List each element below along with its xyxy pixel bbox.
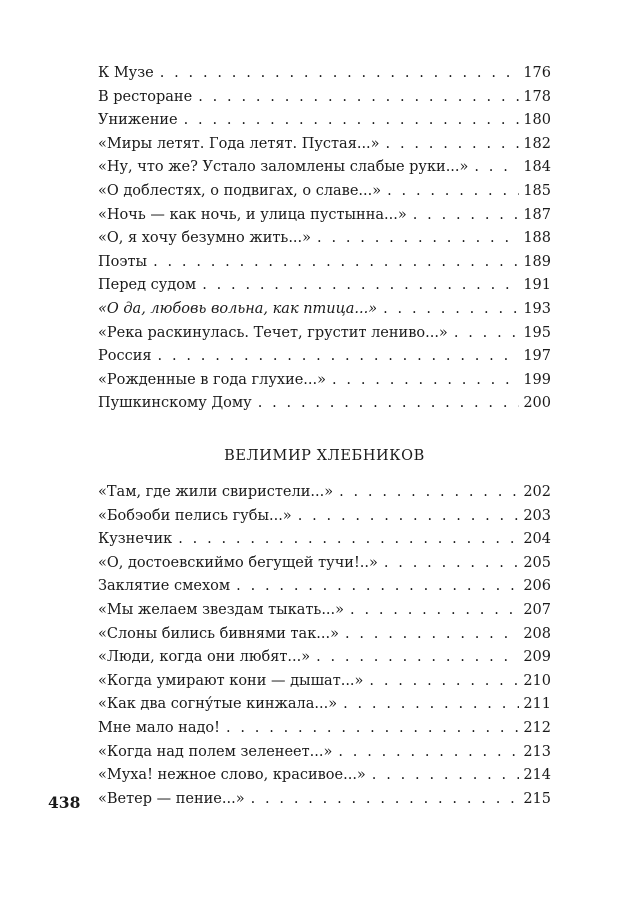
dot-leader bbox=[153, 251, 519, 275]
entry-page-number: 213 bbox=[523, 743, 551, 760]
entry-page-number: 212 bbox=[523, 719, 551, 736]
dot-leader bbox=[160, 62, 520, 86]
toc-entry bbox=[98, 741, 551, 765]
entry-title: «О да, любовь вольна, как птица...» bbox=[98, 300, 378, 317]
toc-entry bbox=[98, 227, 551, 251]
entry-title: Россия bbox=[98, 348, 152, 365]
entry-title: «Ветер — пение...» bbox=[98, 790, 245, 807]
dot-leader bbox=[345, 623, 519, 647]
entry-title: Кузнечик bbox=[98, 531, 173, 548]
dot-leader bbox=[198, 86, 519, 110]
toc-entry bbox=[98, 505, 551, 529]
entry-title: Мне мало надо! bbox=[98, 719, 220, 736]
dot-leader bbox=[317, 227, 519, 251]
entry-title: «Когда умирают кони — дышат...» bbox=[98, 672, 364, 689]
entry-title: «Рожденные в года глухие...» bbox=[98, 371, 327, 388]
entry-title: К Музе bbox=[98, 65, 154, 81]
entry-page-number: 189 bbox=[523, 253, 551, 270]
dot-leader bbox=[184, 109, 520, 133]
entry-page-number: 187 bbox=[523, 206, 551, 223]
entry-title: «Как два согну́тые кинжала...» bbox=[98, 696, 338, 713]
dot-leader bbox=[316, 646, 519, 670]
entry-page-number: 210 bbox=[523, 672, 551, 689]
toc-entry bbox=[98, 274, 551, 298]
entry-title: «Когда над полем зеленеет...» bbox=[98, 743, 333, 760]
dot-leader bbox=[226, 717, 519, 741]
toc-entry bbox=[98, 180, 551, 204]
entry-title: В ресторане bbox=[98, 88, 193, 105]
toc-entry bbox=[98, 575, 551, 599]
toc-entry bbox=[98, 693, 551, 717]
entry-page-number: 200 bbox=[523, 395, 551, 412]
toc-entry bbox=[98, 298, 551, 322]
section-heading-author: ВЕЛИМИР ХЛЕБНИКОВ bbox=[224, 448, 425, 464]
toc-entry bbox=[98, 670, 551, 694]
entry-page-number: 208 bbox=[523, 625, 551, 642]
entry-page-number: 178 bbox=[523, 88, 551, 105]
entry-page-number: 214 bbox=[523, 767, 551, 784]
entry-title: «Ночь — как ночь, и улица пустынна...» bbox=[98, 206, 407, 223]
toc-entry bbox=[98, 788, 551, 812]
dot-leader bbox=[454, 322, 520, 346]
dot-leader bbox=[413, 204, 520, 228]
entry-title: «Слоны бились бивнями так...» bbox=[98, 625, 339, 642]
toc-entry bbox=[98, 204, 551, 228]
toc-entry bbox=[98, 764, 551, 788]
entry-page-number: 193 bbox=[523, 300, 551, 317]
toc-entry bbox=[98, 623, 551, 647]
dot-leader bbox=[474, 156, 519, 180]
dot-leader bbox=[202, 274, 519, 298]
toc-entry bbox=[98, 552, 551, 576]
toc-entry bbox=[98, 251, 551, 275]
dot-leader bbox=[384, 552, 519, 576]
toc-list-blok bbox=[98, 62, 551, 416]
toc-entry bbox=[98, 156, 551, 180]
entry-title: «Бобэоби пелись губы...» bbox=[98, 507, 292, 524]
entry-title: «Там, где жили свиристели...» bbox=[98, 484, 334, 500]
dot-leader bbox=[339, 481, 519, 505]
toc-entry bbox=[98, 345, 551, 369]
entry-title: «Люди, когда они любят...» bbox=[98, 649, 311, 666]
entry-page-number: 203 bbox=[523, 507, 551, 524]
dot-leader bbox=[383, 298, 519, 322]
entry-title: Перед судом bbox=[98, 277, 197, 294]
toc-entry bbox=[98, 646, 551, 670]
entry-page-number: 215 bbox=[523, 790, 551, 807]
toc-entry bbox=[98, 322, 551, 346]
dot-leader bbox=[332, 369, 519, 393]
entry-page-number: 188 bbox=[523, 230, 551, 247]
entry-title: «О, достоевскиймо бегущей тучи!..» bbox=[98, 554, 378, 571]
toc-entry bbox=[98, 481, 551, 505]
dot-leader bbox=[387, 180, 519, 204]
dot-leader bbox=[369, 670, 519, 694]
entry-page-number: 191 bbox=[523, 277, 551, 294]
entry-title: «Мы желаем звездам тыкать...» bbox=[98, 601, 345, 618]
entry-title: «О, я хочу безумно жить...» bbox=[98, 230, 312, 247]
toc-entry bbox=[98, 392, 551, 416]
dot-leader bbox=[178, 528, 519, 552]
entry-page-number: 195 bbox=[523, 324, 551, 341]
dot-leader bbox=[251, 788, 520, 812]
toc-entry bbox=[98, 133, 551, 157]
entry-page-number: 182 bbox=[523, 135, 551, 152]
entry-page-number: 202 bbox=[523, 484, 551, 500]
entry-page-number: 199 bbox=[523, 371, 551, 388]
entry-page-number: 176 bbox=[523, 65, 551, 81]
entry-page-number: 206 bbox=[523, 578, 551, 595]
entry-title: «О доблестях, о подвигах, о славе...» bbox=[98, 182, 382, 199]
toc-entry bbox=[98, 528, 551, 552]
dot-leader bbox=[350, 599, 519, 623]
dot-leader bbox=[372, 764, 520, 788]
entry-title: «Миры летят. Года летят. Пустая...» bbox=[98, 135, 380, 152]
entry-page-number: 204 bbox=[523, 531, 551, 548]
entry-title: Унижение bbox=[98, 112, 178, 129]
entry-title: «Река раскинулась. Течет, грустит лениво...» bbox=[98, 324, 448, 341]
toc-entry bbox=[98, 109, 551, 133]
toc-entry bbox=[98, 717, 551, 741]
dot-leader bbox=[236, 575, 519, 599]
entry-title: «Ну, что же? Устало заломлены слабые руки...» bbox=[98, 159, 469, 176]
entry-page-number: 209 bbox=[523, 649, 551, 666]
entry-page-number: 180 bbox=[523, 112, 551, 129]
toc-entry bbox=[98, 599, 551, 623]
entry-page-number: 205 bbox=[523, 554, 551, 571]
dot-leader bbox=[258, 392, 520, 416]
dot-leader bbox=[386, 133, 520, 157]
toc-list-khlebnikov bbox=[98, 481, 551, 811]
entry-page-number: 207 bbox=[523, 601, 551, 618]
toc-entry bbox=[98, 86, 551, 110]
dot-leader bbox=[343, 693, 519, 717]
dot-leader bbox=[158, 345, 520, 369]
entry-title: «Муха! нежное слово, красивое...» bbox=[98, 767, 366, 784]
page-number-folio: 438 bbox=[48, 793, 81, 812]
dot-leader bbox=[298, 505, 520, 529]
entry-title: Пушкинскому Дому bbox=[98, 395, 252, 412]
toc-entry bbox=[98, 369, 551, 393]
entry-title: Поэты bbox=[98, 253, 148, 270]
toc-entry bbox=[98, 62, 551, 86]
entry-title: Заклятие смехом bbox=[98, 578, 231, 595]
dot-leader bbox=[338, 741, 519, 765]
entry-page-number: 185 bbox=[523, 182, 551, 199]
entry-page-number: 184 bbox=[523, 159, 551, 176]
entry-page-number: 211 bbox=[523, 696, 551, 713]
entry-page-number: 197 bbox=[523, 348, 551, 365]
